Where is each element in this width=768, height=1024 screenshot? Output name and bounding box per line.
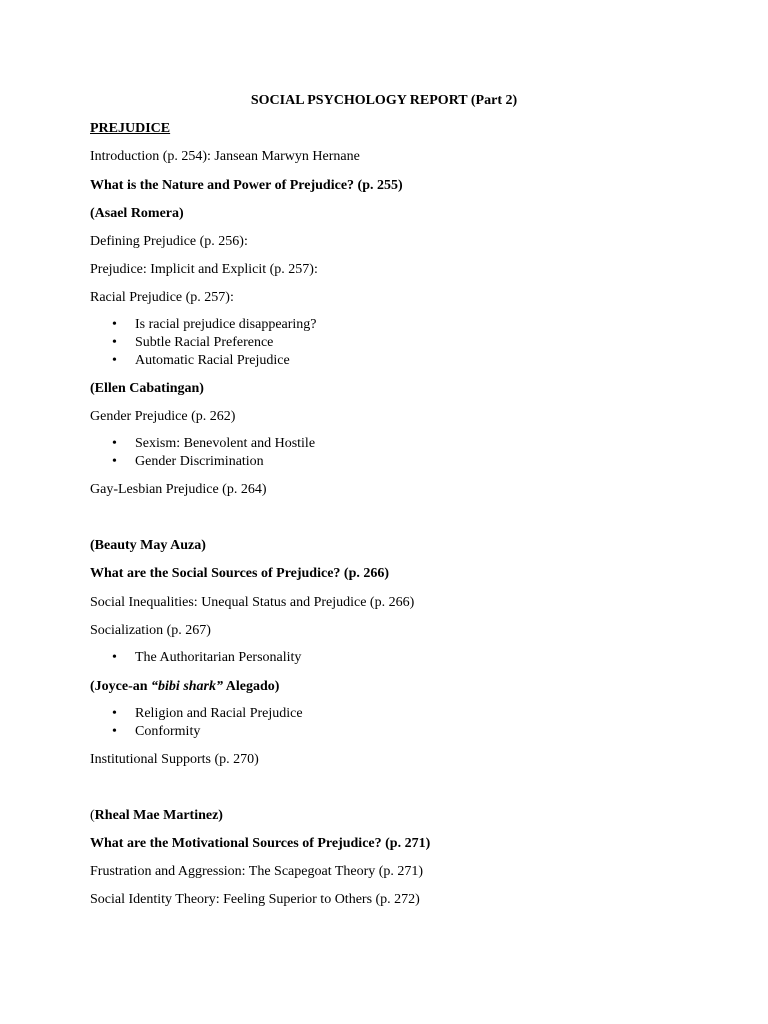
institutional-supports-line: Institutional Supports (p. 270)	[90, 752, 259, 767]
list-item	[112, 352, 290, 370]
defining-prejudice-line: Defining Prejudice (p. 256):	[90, 234, 248, 249]
list-item	[112, 316, 317, 334]
list-item-text: Gender Discrimination	[135, 454, 264, 469]
document-title: SOCIAL PSYCHOLOGY REPORT (Part 2)	[250, 93, 518, 108]
gender-prejudice-line: Gender Prejudice (p. 262)	[90, 409, 236, 424]
list-item	[112, 334, 273, 352]
socialization-line: Socialization (p. 267)	[90, 623, 211, 638]
list-item-text: Subtle Racial Preference	[135, 335, 274, 350]
list-item-text: Sexism: Benevolent and Hostile	[135, 436, 316, 451]
bullet-icon: •	[112, 353, 117, 368]
section-heading-prejudice: PREJUDICE	[90, 121, 171, 136]
reporter-open-paren: (	[90, 808, 95, 823]
reporter-asael-romera: (Asael Romera)	[90, 206, 184, 221]
reporter-name: Rheal Mae Martinez)	[94, 808, 223, 823]
list-item	[112, 705, 303, 723]
reporter-name-prefix: (Joyce-an	[90, 679, 152, 694]
list-item	[112, 723, 200, 741]
bullet-icon: •	[112, 454, 117, 469]
reporter-ellen-cabatingan: (Ellen Cabatingan)	[90, 381, 204, 396]
bullet-icon: •	[112, 650, 117, 665]
question-motivational-sources: What are the Motivational Sources of Prejudice? (p. 271)	[90, 836, 431, 851]
gay-lesbian-line: Gay-Lesbian Prejudice (p. 264)	[90, 482, 267, 497]
intro-line: Introduction (p. 254): Jansean Marwyn Hernane	[90, 149, 360, 164]
social-identity-line: Social Identity Theory: Feeling Superior to Others (p. 272)	[90, 892, 420, 907]
list-item	[112, 435, 315, 453]
bullet-icon: •	[112, 436, 117, 451]
list-item-text: Automatic Racial Prejudice	[135, 353, 290, 368]
racial-prejudice-line: Racial Prejudice (p. 257):	[90, 290, 234, 305]
reporter-rheal-mae-martinez	[90, 807, 223, 825]
bullet-icon: •	[112, 317, 117, 332]
reporter-name-suffix: Alegado)	[223, 679, 280, 694]
implicit-explicit-line: Prejudice: Implicit and Explicit (p. 257):	[90, 262, 318, 277]
frustration-aggression-line: Frustration and Aggression: The Scapegoat Theory (p. 271)	[90, 864, 424, 879]
list-item-text: Is racial prejudice disappearing?	[135, 317, 317, 332]
list-item-text: The Authoritarian Personality	[135, 650, 302, 665]
bullet-icon: •	[112, 335, 117, 350]
social-inequalities-line: Social Inequalities: Unequal Status and Prejudice (p. 266)	[90, 595, 415, 610]
reporter-joyce-an-alegado	[90, 678, 279, 696]
bullet-icon: •	[112, 724, 117, 739]
list-item-text: Conformity	[135, 724, 201, 739]
reporter-beauty-may-auza: (Beauty May Auza)	[90, 538, 206, 553]
list-item	[112, 649, 301, 667]
question-social-sources: What are the Social Sources of Prejudice? (p. 266)	[90, 566, 390, 581]
list-item	[112, 453, 264, 471]
question-nature-power: What is the Nature and Power of Prejudice? (p. 255)	[90, 178, 403, 193]
reporter-nickname: “bibi shark”	[151, 679, 224, 694]
list-item-text: Religion and Racial Prejudice	[135, 706, 303, 721]
bullet-icon: •	[112, 706, 117, 721]
